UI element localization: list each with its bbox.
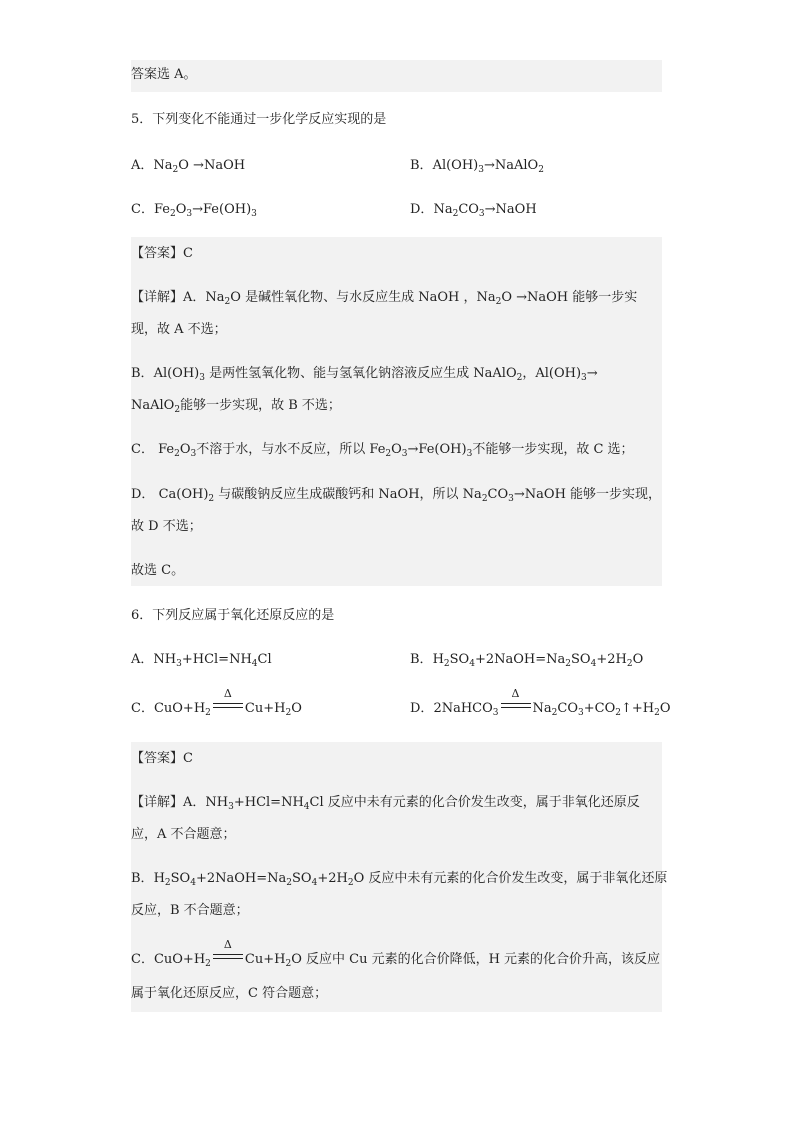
q5-detail-d-label: D． [131, 487, 155, 502]
q5-detail-d-text1: 与碳酸钠反应生成碳酸钙和 NaOH，所以 [218, 487, 459, 502]
q5-conclusion: 故选 C。 [131, 563, 185, 578]
q6-option-c: C．$CuO+H_2$ Δ $Cu+H_2O$ [131, 687, 302, 718]
q6-option-b-label: B． [410, 652, 433, 667]
answer-shade-prev [131, 60, 662, 92]
q6-detail-a-line2: 应，A 不合题意； [131, 827, 236, 842]
q5-option-c: C．$Fe_2O_3\to Fe(OH)_3$ [131, 202, 257, 219]
q6-detail-a-text1: 反应中未有元素的化合价发生改变，属于非氧化还原反 [327, 795, 640, 810]
q5-option-d-label: D． [410, 202, 434, 217]
prev-answer-line: 答案选 A。 [131, 67, 197, 82]
q5-detail-b-label: B． [131, 366, 154, 381]
q6-detail-c-line1: C．$CuO+H_2$ Δ $Cu+H_2O$ 反应中 Cu 元素的化合价降低，H 元素的化合价升高，该反应 [131, 938, 661, 969]
q5-detail-a-line2: 现，故 A 不选； [131, 322, 227, 337]
q6-stem: 6．下列反应属于氧化还原反应的是 [131, 608, 335, 623]
q6-detail-b-text1: 反应中未有元素的化合价发生改变，属于非氧化还原 [368, 871, 668, 886]
q5-detail-a-text2: 能够一步实 [572, 290, 638, 305]
q5-detail-d-line2: 故 D 不选； [131, 519, 202, 534]
q5-detail-a-label: 【详解】A． [131, 290, 206, 305]
q5-detail-d-line1: D． $Ca(OH)_2$ 与碳酸钠反应生成碳酸钙和 NaOH，所以 $Na_2CO_3\to NaOH$ 能够一步实现， [131, 487, 662, 504]
q5-detail-b-line2: NaAlO$_2$能够一步实现，故 B 不选； [131, 398, 341, 415]
q6-detail-c-line2: 属于氧化还原反应，C 符合题意； [131, 986, 328, 1001]
q6-detail-b-label: B． [131, 871, 154, 886]
q5-answer: 【答案】C [131, 246, 193, 261]
q5-detail-c-text2: 不能够一步实现，故 C 选； [472, 442, 634, 457]
q6-detail-a-label: 【详解】A． [131, 795, 206, 810]
q5-option-a-label: A． [131, 158, 154, 173]
q5-detail-c-line: C． $Fe_2O_3$不溶于水，与水不反应，所以 $Fe_2O_3\to Fe(OH)_3$不能够一步实现，故 C 选； [131, 442, 634, 459]
q5-option-c-label: C． [131, 202, 154, 217]
q6-answer: 【答案】C [131, 751, 193, 766]
q5-detail-d-text2: 能够一步实现， [570, 487, 662, 502]
q6-option-c-label: C． [131, 701, 154, 716]
q6-detail-b-line2: 反应，B 不合题意； [131, 903, 249, 918]
q6-detail-b-line1: B．$H_2SO_4+2NaOH=Na_2SO_4+2H_2O$ 反应中未有元素的化合价发生改变，属于非氧化还原 [131, 871, 668, 888]
q5-option-a: A．$Na_2O$ →NaOH [131, 158, 246, 175]
q5-option-b-label: B． [410, 158, 433, 173]
q5-stem: 5．下列变化不能通过一步化学反应实现的是 [131, 112, 387, 127]
heat-equals-sign [212, 938, 244, 965]
q6-option-d: D．2NaHCO$_3$ Δ $Na_2CO_3+CO_2↑+H_2O$ [410, 687, 671, 718]
q6-option-a-label: A． [131, 652, 154, 667]
q5-option-b: B．$Al(OH)_3\to NaAlO_2$ [410, 158, 544, 175]
heat-symbol: Δ [223, 687, 232, 700]
q5-detail-b-text2: 能够一步实现，故 B 不选； [180, 398, 341, 413]
heat-equals-sign [500, 687, 532, 714]
q5-option-d: D．$Na_2CO_3\to NaOH$ [410, 202, 537, 219]
q5-detail-b-line1: B．$Al(OH)_3$ 是两性氢氧化物、能与氢氧化钠溶液反应生成 NaAlO$_2$，$Al(OH)_3\to$ [131, 366, 598, 383]
q6-option-d-label: D． [410, 701, 434, 716]
heat-symbol: Δ [223, 938, 232, 951]
q6-option-a: A．$NH_3+HCl=NH_4Cl$ [131, 652, 272, 669]
q5-detail-c-text1: 不溶于水，与水不反应，所以 [196, 442, 366, 457]
heat-equals-sign [212, 687, 244, 714]
q6-detail-a-line1: 【详解】A．$NH_3+HCl=NH_4Cl$ 反应中未有元素的化合价发生改变，属于非氧化还原反 [131, 795, 640, 812]
q5-detail-a-line1: 【详解】A．$Na_2O$ 是碱性氧化物、与水反应生成 NaOH ，$Na_2O$ →NaOH 能够一步实 [131, 290, 638, 307]
q5-detail-a-text1: 是碱性氧化物、与水反应生成 NaOH ， [245, 290, 477, 305]
q6-detail-c-label: C． [131, 952, 154, 967]
q5-detail-b-text1: 是两性氢氧化物、能与氢氧化钠溶液反应生成 [209, 366, 470, 381]
q5-detail-c-label: C． [131, 442, 154, 457]
q6-option-b: B．$H_2SO_4+2NaOH=Na_2SO_4+2H_2O$ [410, 652, 644, 669]
q6-detail-c-text1: 反应中 Cu 元素的化合价降低，H 元素的化合价升高，该反应 [306, 952, 661, 967]
heat-symbol: Δ [511, 687, 520, 700]
